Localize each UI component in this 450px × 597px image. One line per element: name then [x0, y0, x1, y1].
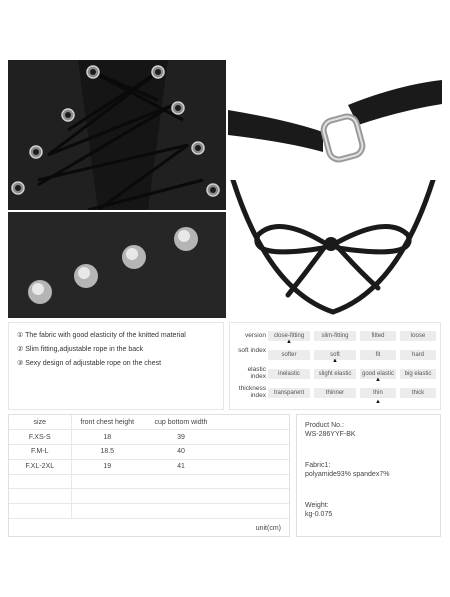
studs-photo: [8, 212, 226, 318]
spec-option: transparent: [268, 388, 310, 398]
ring-illustration: [228, 60, 442, 178]
spec-option: inelastic: [268, 369, 310, 379]
table-row: [9, 430, 289, 445]
fabric-label: Fabric1:: [305, 462, 331, 469]
spec-row-thickness: [230, 384, 440, 402]
table-cell: 18: [71, 430, 143, 445]
spec-row-elastic: [230, 365, 440, 383]
table-cell: 19: [71, 459, 143, 474]
selected-marker: ▲: [375, 377, 381, 383]
table-row: [9, 445, 289, 460]
table-cell: 39: [143, 430, 219, 445]
table-cell: 18.5: [71, 445, 143, 460]
spec-label: soft index: [238, 347, 266, 354]
spec-option: soft: [314, 350, 356, 360]
unit-label: unit(cm): [255, 525, 281, 532]
spec-label: thickness index: [238, 385, 266, 399]
product-number-label: Product No.:: [305, 422, 344, 429]
spec-panel: [229, 322, 441, 410]
table-header-row: [9, 415, 289, 430]
spec-option: slim-fitting: [314, 331, 356, 341]
table-cell: 41: [143, 459, 219, 474]
studs-illustration: [8, 212, 226, 318]
selected-marker: ▲: [286, 339, 292, 345]
table-cell: F.M-L: [9, 445, 71, 460]
spec-option: slight elastic: [314, 369, 356, 379]
spec-row-version: [230, 327, 440, 345]
spec-option: fit: [360, 350, 396, 360]
bow-photo: [228, 180, 442, 318]
table-header: cup bottom width: [143, 415, 219, 430]
spec-option: fitted: [360, 331, 396, 341]
table-row: [9, 489, 289, 504]
spec-option: hard: [400, 350, 436, 360]
spec-option: good elastic: [361, 371, 395, 377]
weight-label: Weight:: [305, 502, 329, 509]
features-panel: [8, 322, 224, 410]
spec-option: thinner: [314, 388, 356, 398]
spec-option: close-fitting: [268, 331, 310, 341]
table-row: [9, 459, 289, 474]
spec-option: big elastic: [400, 369, 436, 379]
size-table: [8, 414, 290, 537]
ring-photo: [228, 60, 442, 178]
bow-illustration: [228, 180, 442, 318]
feature-item: ② Slim fitting,adjustable rope in the back: [17, 346, 144, 353]
lacing-photo: [8, 60, 226, 210]
spec-label: version: [245, 332, 266, 339]
spec-option: softer: [268, 350, 310, 360]
table-row: [9, 474, 289, 489]
selected-marker: ▲: [375, 399, 381, 405]
spec-option: thick: [400, 388, 436, 398]
feature-item: ① The fabric with good elasticity of the knitted material: [17, 332, 186, 339]
table-row: [9, 504, 289, 519]
table-header: size: [9, 415, 71, 430]
selected-marker: ▲: [332, 358, 338, 364]
table-header: front chest height: [71, 415, 143, 430]
product-info: [296, 414, 441, 537]
product-number: WS-286YYF-BK: [305, 431, 356, 438]
feature-item: ③ Sexy design of adjustable rope on the chest: [17, 360, 162, 367]
fabric-value: polyamide93% spandex7%: [305, 471, 390, 478]
table-cell: F.XS-S: [9, 430, 71, 445]
spec-option: loose: [400, 331, 436, 341]
weight-value: kg-0.075: [305, 511, 333, 518]
spec-label: elastic index: [247, 366, 266, 380]
lacing-illustration: [8, 60, 226, 210]
table-cell: F.XL-2XL: [9, 459, 71, 474]
spec-option: thin: [360, 388, 396, 398]
table-cell: 40: [143, 445, 219, 460]
